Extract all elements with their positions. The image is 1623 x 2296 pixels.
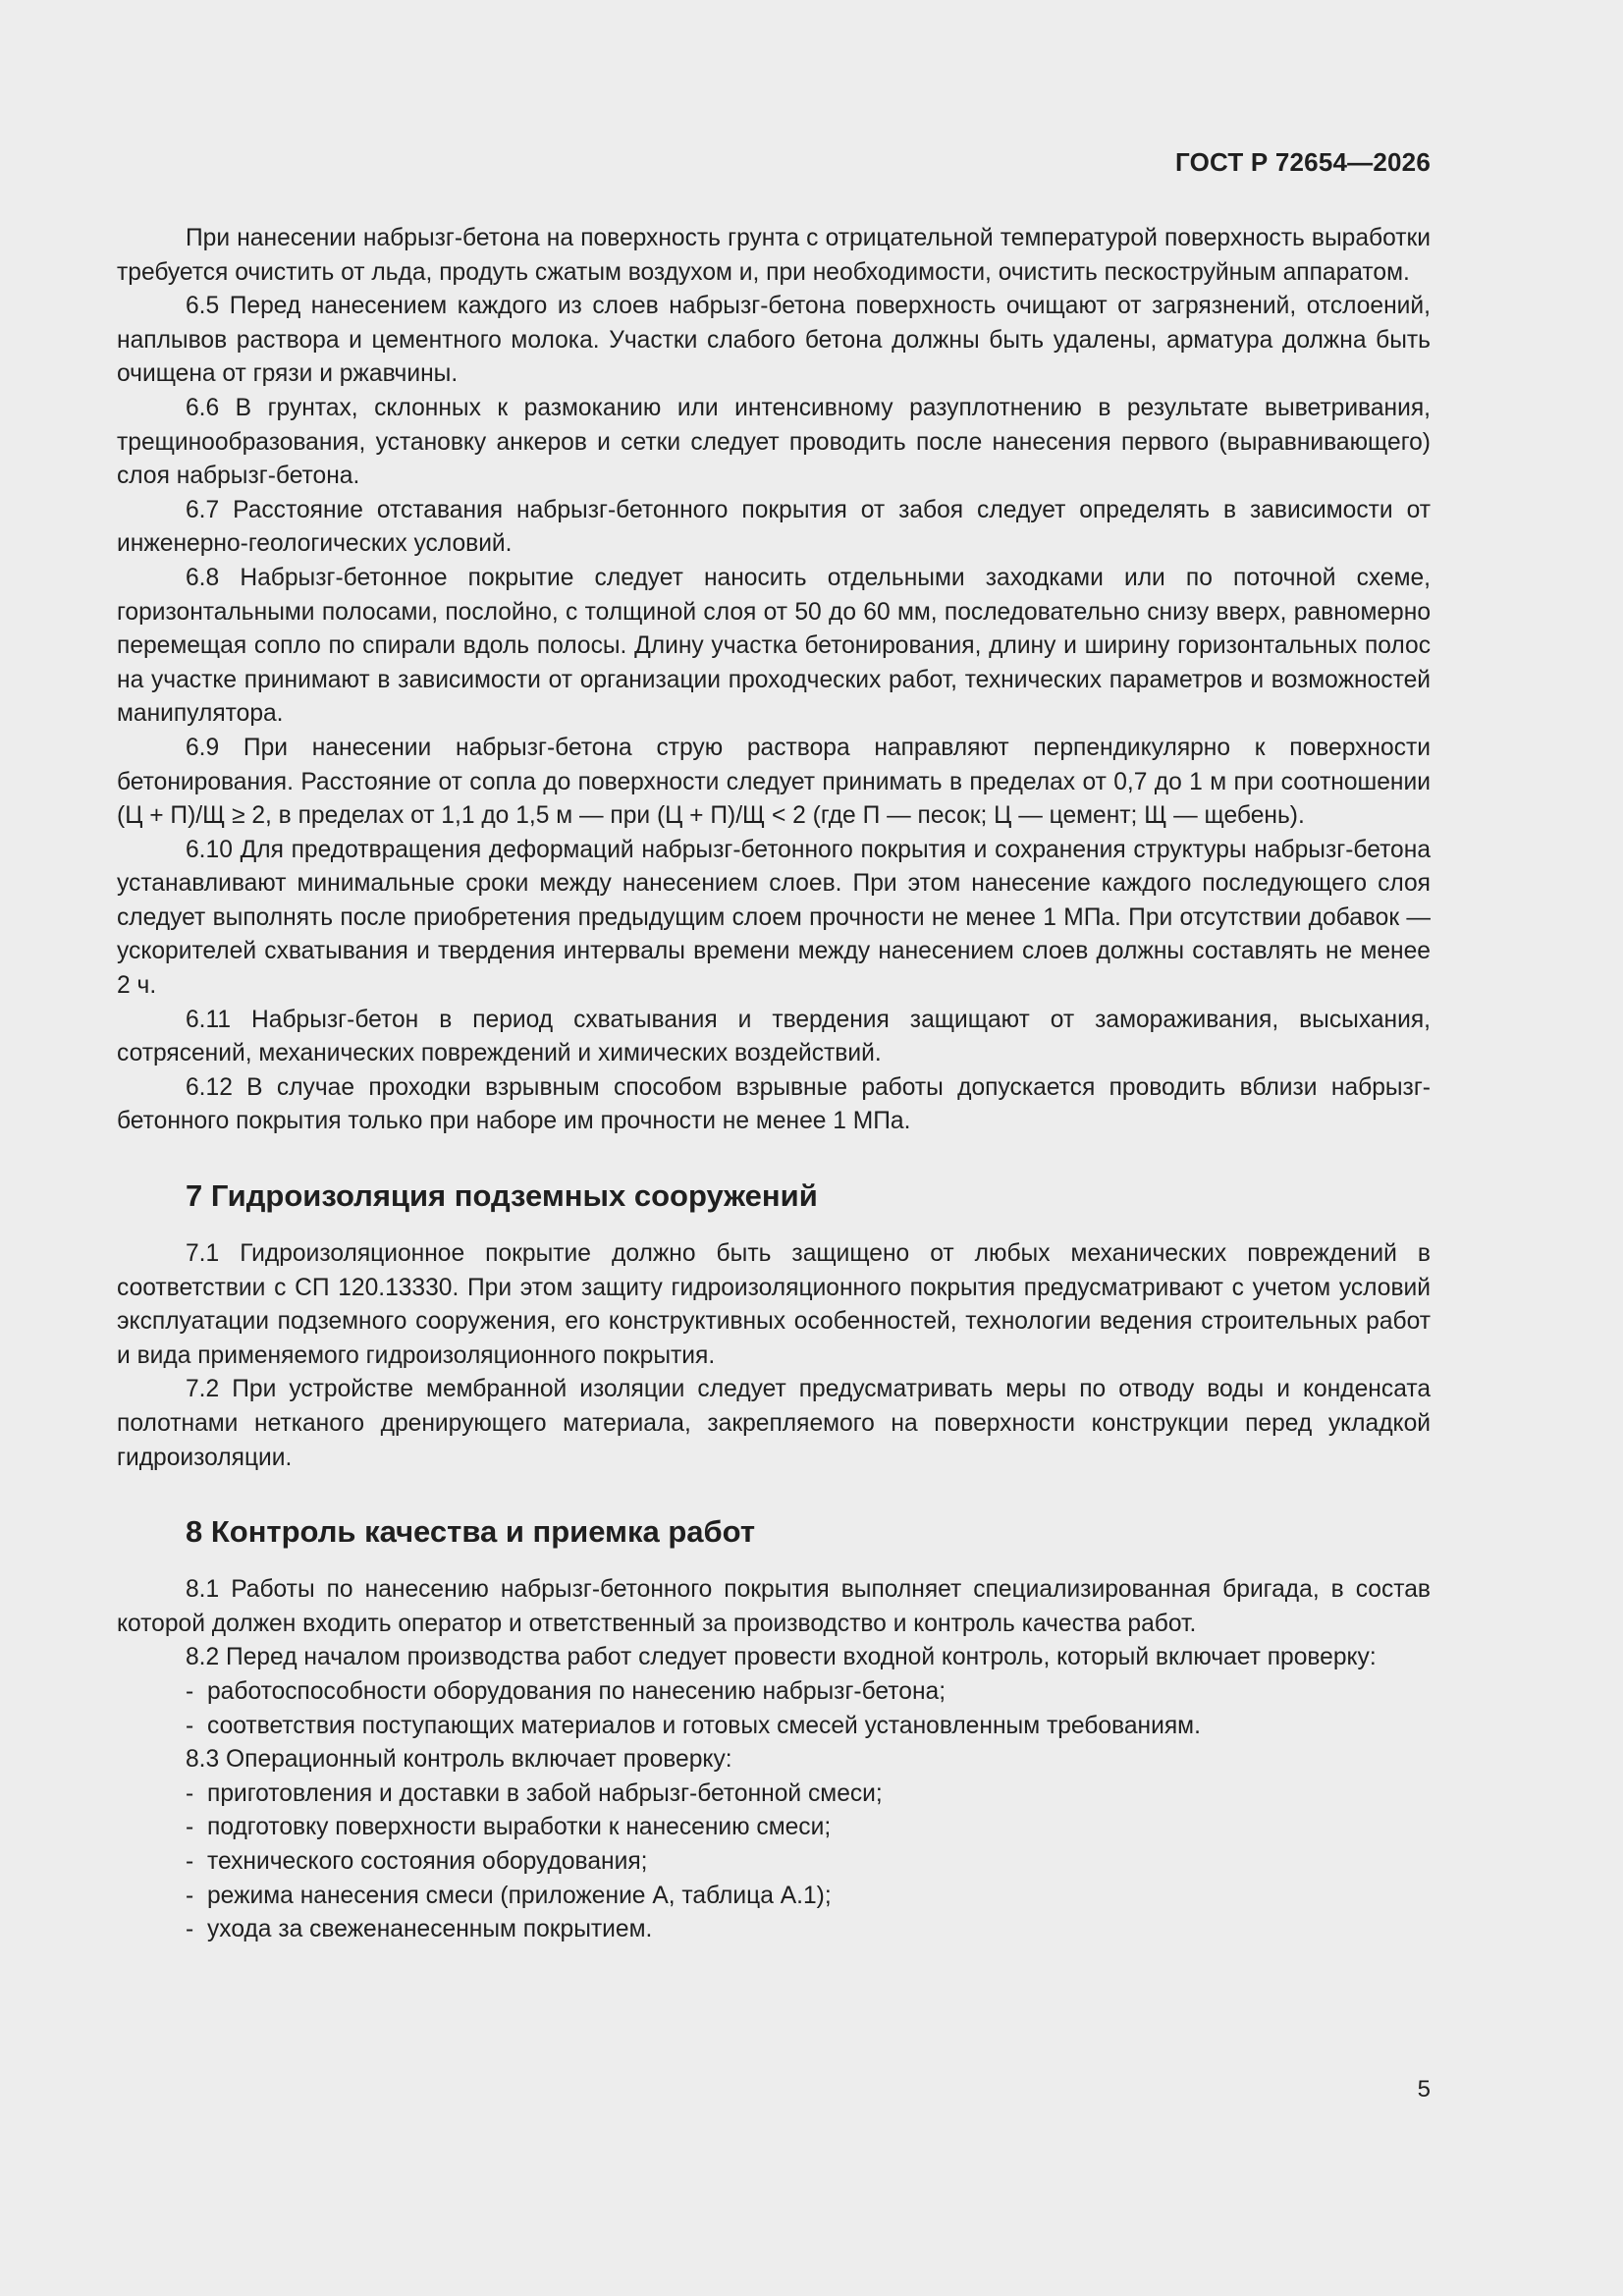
list-dash: - <box>186 1882 194 1909</box>
paragraph-intro: При нанесении набрызг-бетона на поверхность грунта с отрицательной температурой поверхность выработки требуется очистить от льда, продуть сжатым воздухом и, при необходимости, очистить пескоструйным аппаратом. <box>117 225 1431 286</box>
document-body <box>117 222 1431 1947</box>
list-item-text: приготовления и доставки в забой набрызг-бетонной смеси; <box>207 1779 883 1807</box>
list-item <box>117 1913 1431 1947</box>
list-dash: - <box>186 1814 194 1841</box>
list-item <box>117 1675 1431 1710</box>
paragraph-6-12: 6.12 В случае проходки взрывным способом взрывные работы допускается проводить вблизи набрызг-бетонного покрытия только при наборе им прочности не менее 1 МПа. <box>117 1073 1431 1135</box>
list-item <box>117 1811 1431 1845</box>
paragraph-8-3: 8.3 Операционный контроль включает проверку: <box>186 1746 732 1774</box>
page-number: 5 <box>1417 2076 1431 2103</box>
list-item-text: режима нанесения смеси (приложение А, таблица А.1); <box>207 1882 832 1909</box>
list-dash: - <box>186 1847 194 1875</box>
paragraph-6-10: 6.10 Для предотвращения деформаций набрызг-бетонного покрытия и сохранения структуры набрызг-бетона устанавливают минимальные сроки между нанесением слоев. При этом нанесение каждого последующего слоя следует выполнять после приобретения предыдущим слоем прочности не менее 1 МПа. При отсутствии добавок — ускорителей схватывания и твердения интервалы времени между нанесением слоев должны составлять не менее 2 ч. <box>117 836 1431 1000</box>
paragraph-8-2: 8.2 Перед началом производства работ следует провести входной контроль, который включает проверку: <box>186 1644 1377 1671</box>
list-item <box>117 1777 1431 1812</box>
paragraph-6-7: 6.7 Расстояние отставания набрызг-бетонного покрытия от забоя следует определять в зависимости от инженерно-геологических условий. <box>117 496 1431 558</box>
list-item <box>117 1880 1431 1914</box>
paragraph-6-6: 6.6 В грунтах, склонных к размоканию или интенсивному разуплотнению в результате выветривания, трещинообразования, установку анкеров и сетки следует проводить после нанесения первого (выравнивающего) слоя набрызг-бетона. <box>117 394 1431 490</box>
list-item <box>117 1710 1431 1744</box>
paragraph-6-9: 6.9 При нанесении набрызг-бетона струю раствора направляют перпендикулярно к поверхности бетонирования. Расстояние от сопла до поверхности следует принимать в пределах от 0,7 до 1 м при соотношении (Ц + П)/Щ ≥ 2, в пределах от 1,1 до 1,5 м — при (Ц + П)/Щ < 2 (где П — песок; Ц — цемент; Щ — щебень). <box>117 734 1431 830</box>
paragraph-6-11: 6.11 Набрызг-бетон в период схватывания и твердения защищают от замораживания, высыхания, сотрясений, механических повреждений и химических воздействий. <box>117 1006 1431 1067</box>
section-heading-8: 8 Контроль качества и приемка работ <box>186 1514 756 1550</box>
list-dash: - <box>186 1779 194 1807</box>
list-item-text: технического состояния оборудования; <box>207 1847 648 1875</box>
list-item-text: соответствия поступающих материалов и готовых смесей установленным требованиям. <box>207 1712 1201 1739</box>
list-item-text: работоспособности оборудования по нанесению набрызг-бетона; <box>207 1677 947 1705</box>
list-dash: - <box>186 1916 194 1943</box>
list-item <box>117 1845 1431 1880</box>
paragraph-6-5: 6.5 Перед нанесением каждого из слоев набрызг-бетона поверхность очищают от загрязнений, отслоений, наплывов раствора и цементного молока. Участки слабого бетона должны быть удалены, арматура должна быть очищена от грязи и ржавчины. <box>117 293 1431 388</box>
paragraph-6-8: 6.8 Набрызг-бетонное покрытие следует наносить отдельными заходками или по поточной схеме, горизонтальными полосами, послойно, с толщиной слоя от 50 до 60 мм, последовательно снизу вверх, равномерно перемещая сопло по спирали вдоль полосы. Длину участка бетонирования, длину и ширину горизонтальных полос на участке принимают в зависимости от организации проходческих работ, технических параметров и возможностей манипулятора. <box>117 564 1431 728</box>
section-heading-7: 7 Гидроизоляция подземных сооружений <box>186 1178 818 1214</box>
paragraph-8-1: 8.1 Работы по нанесению набрызг-бетонного покрытия выполняет специализированная бригада, в состав которой должен входить оператор и ответственный за производство и контроль качества работ. <box>117 1576 1431 1637</box>
list-item-text: ухода за свеженанесенным покрытием. <box>207 1916 653 1943</box>
list-item-text: подготовку поверхности выработки к нанесению смеси; <box>207 1814 832 1841</box>
document-code-header: ГОСТ Р 72654—2026 <box>1175 147 1431 177</box>
paragraph-7-2: 7.2 При устройстве мембранной изоляции следует предусматривать меры по отводу воды и конденсата полотнами нетканого дренирующего материала, закрепляемого на поверхности конструкции перед укладкой гидроизоляции. <box>117 1376 1431 1471</box>
list-dash: - <box>186 1677 194 1705</box>
list-dash: - <box>186 1712 194 1739</box>
paragraph-7-1: 7.1 Гидроизоляционное покрытие должно быть защищено от любых механических повреждений в соответствии с СП 120.13330. При этом защиту гидроизоляционного покрытия предусматривают с учетом условий эксплуатации подземного сооружения, его конструктивных особенностей, технологии ведения строительных работ и вида применяемого гидроизоляционного покрытия. <box>117 1240 1431 1369</box>
